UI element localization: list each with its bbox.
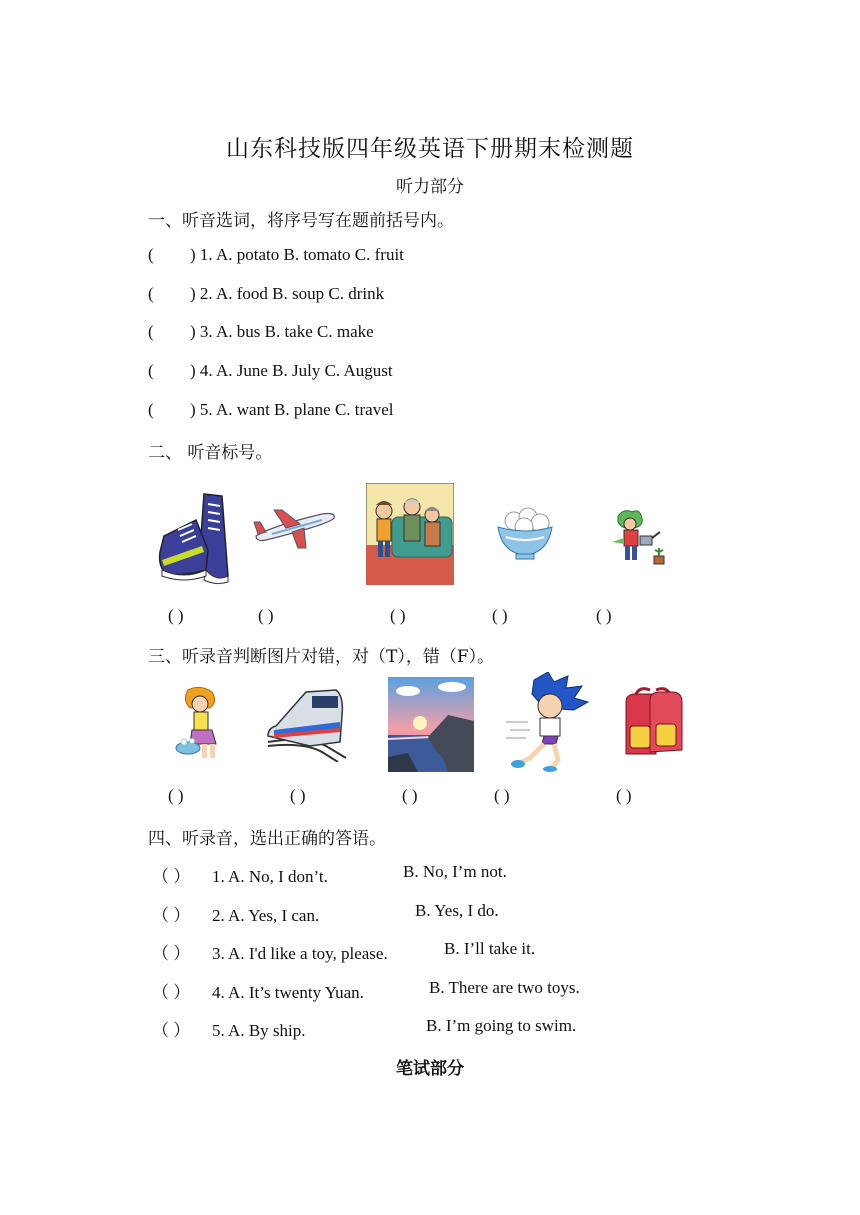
train-image xyxy=(266,686,348,762)
answer-blank[interactable]: ( ) xyxy=(258,606,274,625)
section3-heading: 三、听录音判断图片对错，对（T），错（F）。 xyxy=(148,647,495,667)
list-item: ( ) 4. A. June B. July C. August xyxy=(148,361,393,380)
answer-blank[interactable]: ( ) xyxy=(168,786,184,805)
bowl-of-dumplings-image xyxy=(496,503,554,561)
list-item: ( ) 1. A. potato B. tomato C. fruit xyxy=(148,245,404,264)
listening-part-heading: 听力部分 xyxy=(396,177,464,197)
family-on-sofa-image xyxy=(366,483,454,585)
list-item: ( ) 5. A. want B. plane C. travel xyxy=(148,400,394,419)
answer-blank[interactable]: ( ) xyxy=(616,786,632,805)
page-title: 山东科技版四年级英语下册期末检测题 xyxy=(226,136,634,162)
list-item: （ ） 2. A. Yes, I can. B. Yes, I do. xyxy=(152,901,499,925)
list-item: （ ） 5. A. By ship. B. I’m going to swim. xyxy=(152,1016,577,1040)
written-part-heading: 笔试部分 xyxy=(396,1059,464,1079)
section4-heading: 四、听录音，选出正确的答语。 xyxy=(148,829,386,849)
answer-blank[interactable]: ( ) xyxy=(596,606,612,625)
answer-blank[interactable]: ( ) xyxy=(494,786,510,805)
list-item: （ ） 4. A. It’s twenty Yuan. B. There are two toys. xyxy=(152,978,580,1002)
section2-heading: 二、 听音标号。 xyxy=(148,443,273,463)
airplane-image xyxy=(252,502,338,550)
answer-blank[interactable]: ( ) xyxy=(168,606,184,625)
list-item: （ ） 3. A. I'd like a toy, please. B. I’ll take it. xyxy=(152,939,536,963)
sneakers-image xyxy=(156,490,232,586)
list-item: ( ) 2. A. food B. soup C. drink xyxy=(148,284,385,303)
girl-washing-clothes-image xyxy=(174,686,224,762)
backpack-image xyxy=(622,686,684,758)
list-item: （ ） 1. A. No, I don’t. B. No, I’m not. xyxy=(152,862,507,886)
list-item: ( ) 3. A. bus B. take C. make xyxy=(148,322,374,341)
section1-heading: 一、听音选词，将序号写在题前括号内。 xyxy=(148,211,454,231)
running-boy-image xyxy=(504,672,590,772)
answer-blank[interactable]: ( ) xyxy=(290,786,306,805)
boy-watering-plant-image xyxy=(610,508,668,568)
sunset-image xyxy=(388,677,474,772)
answer-blank[interactable]: ( ) xyxy=(390,606,406,625)
answer-blank[interactable]: ( ) xyxy=(402,786,418,805)
answer-blank[interactable]: ( ) xyxy=(492,606,508,625)
